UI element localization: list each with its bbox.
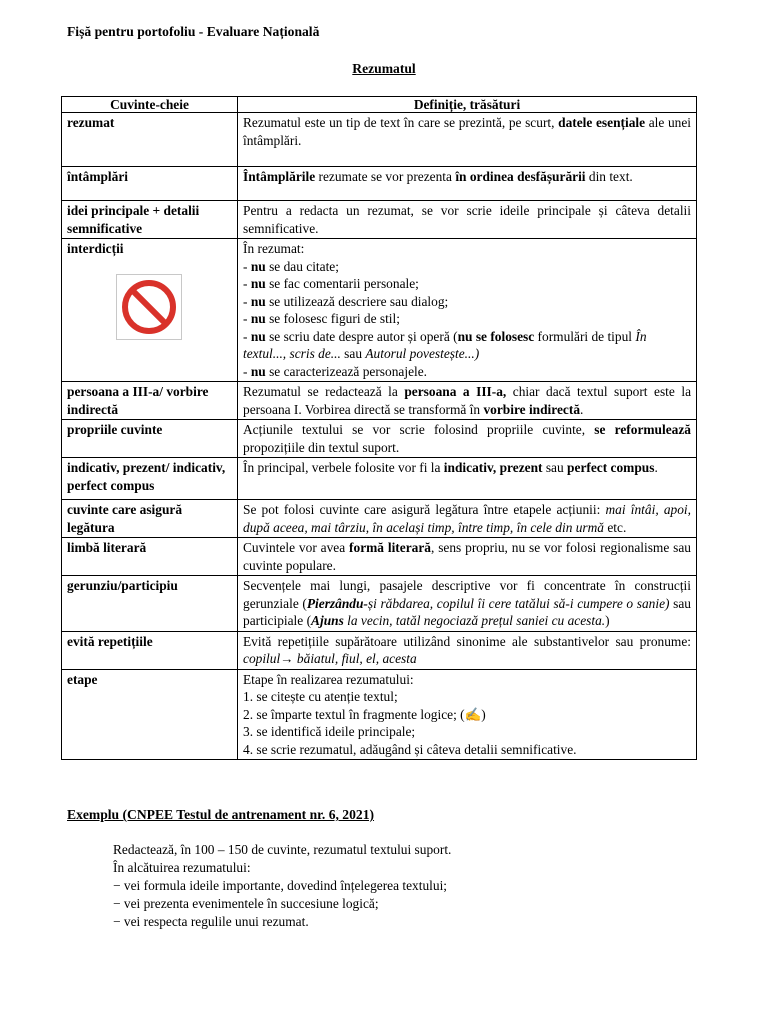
table-row [62, 420, 697, 458]
table-row [62, 458, 697, 500]
term-cell: indicativ, prezent/ indicativ, perfect compus [62, 458, 238, 500]
list-item: - nu se scriu date despre autor și operă (nu se folosesc formulări de tipul În textul..., scris de... sau Autorul povestește...) [243, 328, 647, 361]
table-row [62, 500, 697, 538]
task-line: − vei formula ideile importante, dovedind înțelegerea textului; [113, 878, 448, 893]
term-cell [62, 239, 238, 382]
term-cell: evită repetițiile [62, 631, 238, 669]
term-cell: persoana a III-a/ vorbire indirectă [62, 382, 238, 420]
column-header-definition: Definiție, trăsături [238, 97, 697, 113]
task-line: − vei prezenta evenimentele în succesiune logică; [113, 896, 379, 911]
definition-cell: Pentru a redacta un rezumat, se vor scrie ideile principale și câteva detalii semnificative. [238, 201, 697, 239]
list-item: 4. se scrie rezumatul, adăugând și câteva detalii semnificative. [243, 741, 577, 757]
term-cell: cuvinte care asigură legătura [62, 500, 238, 538]
definition-cell: Evită repetițiile supărătoare utilizând sinonime ale substantivelor sau pronume: copilul→ băiatul, fiul, el, acesta [238, 631, 697, 669]
definition-cell: Secvențele mai lungi, pasajele descriptive vor fi concentrate în construcții gerunziale (Pierzându-și răbdarea, copilul îi cere tatălui să-i cumpere o sanie) sau participiale (Ajuns la vecin, tatăl negociază prețul saniei cu acesta.) [238, 576, 697, 632]
list-item: - nu se folosesc figuri de stil; [243, 311, 400, 326]
table-header-row [62, 97, 697, 113]
list-item: - nu se fac comentarii personale; [243, 276, 419, 291]
text-run: din text. [585, 169, 633, 184]
table-row [62, 631, 697, 669]
table-row [62, 576, 697, 632]
term-cell: idei principale + detalii semnificative [62, 201, 238, 239]
table-row [62, 201, 697, 239]
list-item: 1. se citește cu atenție textul; [243, 689, 398, 704]
term-cell: etape [62, 669, 238, 760]
term-cell: gerunziu/participiu [62, 576, 238, 632]
definition-cell: Cuvintele vor avea formă literară, sens propriu, nu se vor folosi regionalisme sau cuvinte populare. [238, 538, 697, 576]
list-intro: Etape în realizarea rezumatului: [243, 671, 414, 687]
list-intro: În rezumat: [243, 241, 305, 256]
table-row [62, 239, 697, 382]
task-line: − vei respecta regulile unui rezumat. [113, 914, 309, 929]
definition-cell [238, 113, 697, 167]
table-row [62, 113, 697, 167]
summary-rules-table [61, 96, 697, 760]
definition-cell [238, 669, 697, 760]
text-run: Rezumatul este un tip de text în care se prezintă, pe scurt, [243, 115, 559, 130]
table-row [62, 538, 697, 576]
document-header: Fișă pentru portofoliu - Evaluare Națională [67, 24, 320, 39]
list-item: - nu se dau citate; [243, 258, 339, 274]
text-run: Întâmplările [243, 169, 316, 184]
task-line: Redactează, în 100 – 150 de cuvinte, rezumatul textului suport. [113, 842, 452, 857]
definition-cell: Acțiunile textului se vor scrie folosind propriile cuvinte, se reformulează propozițiile din textul suport. [238, 420, 697, 458]
definition-cell [238, 239, 697, 382]
table-row [62, 382, 697, 420]
list-item: - nu se utilizează descriere sau dialog; [243, 293, 449, 309]
definition-cell: Rezumatul se redactează la persoana a III-a, chiar dacă textul suport este la persoana I. Vorbirea directă se transformă în vorbire indirectă. [238, 382, 697, 420]
prohibition-sign-icon [116, 274, 182, 340]
table-row [62, 167, 697, 201]
list-item: - nu se caracterizează personajele. [243, 363, 428, 379]
term-cell: întâmplări [62, 167, 238, 201]
term-cell: rezumat [62, 113, 238, 167]
definition-cell: În principal, verbele folosite vor fi la indicativ, prezent sau perfect compus. [238, 458, 697, 500]
document-title: Rezumatul [352, 61, 416, 76]
table-row [62, 669, 697, 760]
text-run: datele esențiale [558, 115, 646, 130]
example-task [113, 841, 451, 931]
example-heading: Exemplu (CNPEE Testul de antrenament nr. 6, 2021) [67, 807, 375, 822]
text-run: în ordinea desfășurării [455, 169, 586, 184]
list-item: 3. se identifică ideile principale; [243, 724, 416, 739]
task-line: În alcătuirea rezumatului: [113, 860, 251, 875]
text-run: rezumate se vor prezenta [315, 169, 456, 184]
column-header-keywords: Cuvinte-cheie [62, 97, 238, 113]
term-cell: limbă literară [62, 538, 238, 576]
term-cell: propriile cuvinte [62, 420, 238, 458]
term-label: interdicții [67, 241, 124, 256]
list-item: 2. se împarte textul în fragmente logice; (✍) [243, 706, 486, 722]
text-run: ale unei întâmplări. [243, 115, 692, 148]
definition-cell [238, 167, 697, 201]
definition-cell: Se pot folosi cuvinte care asigură legătura între etapele acțiunii: mai întâi, apoi, după aceea, mai târziu, în același timp, între timp, în cele din urmă etc. [238, 500, 697, 538]
